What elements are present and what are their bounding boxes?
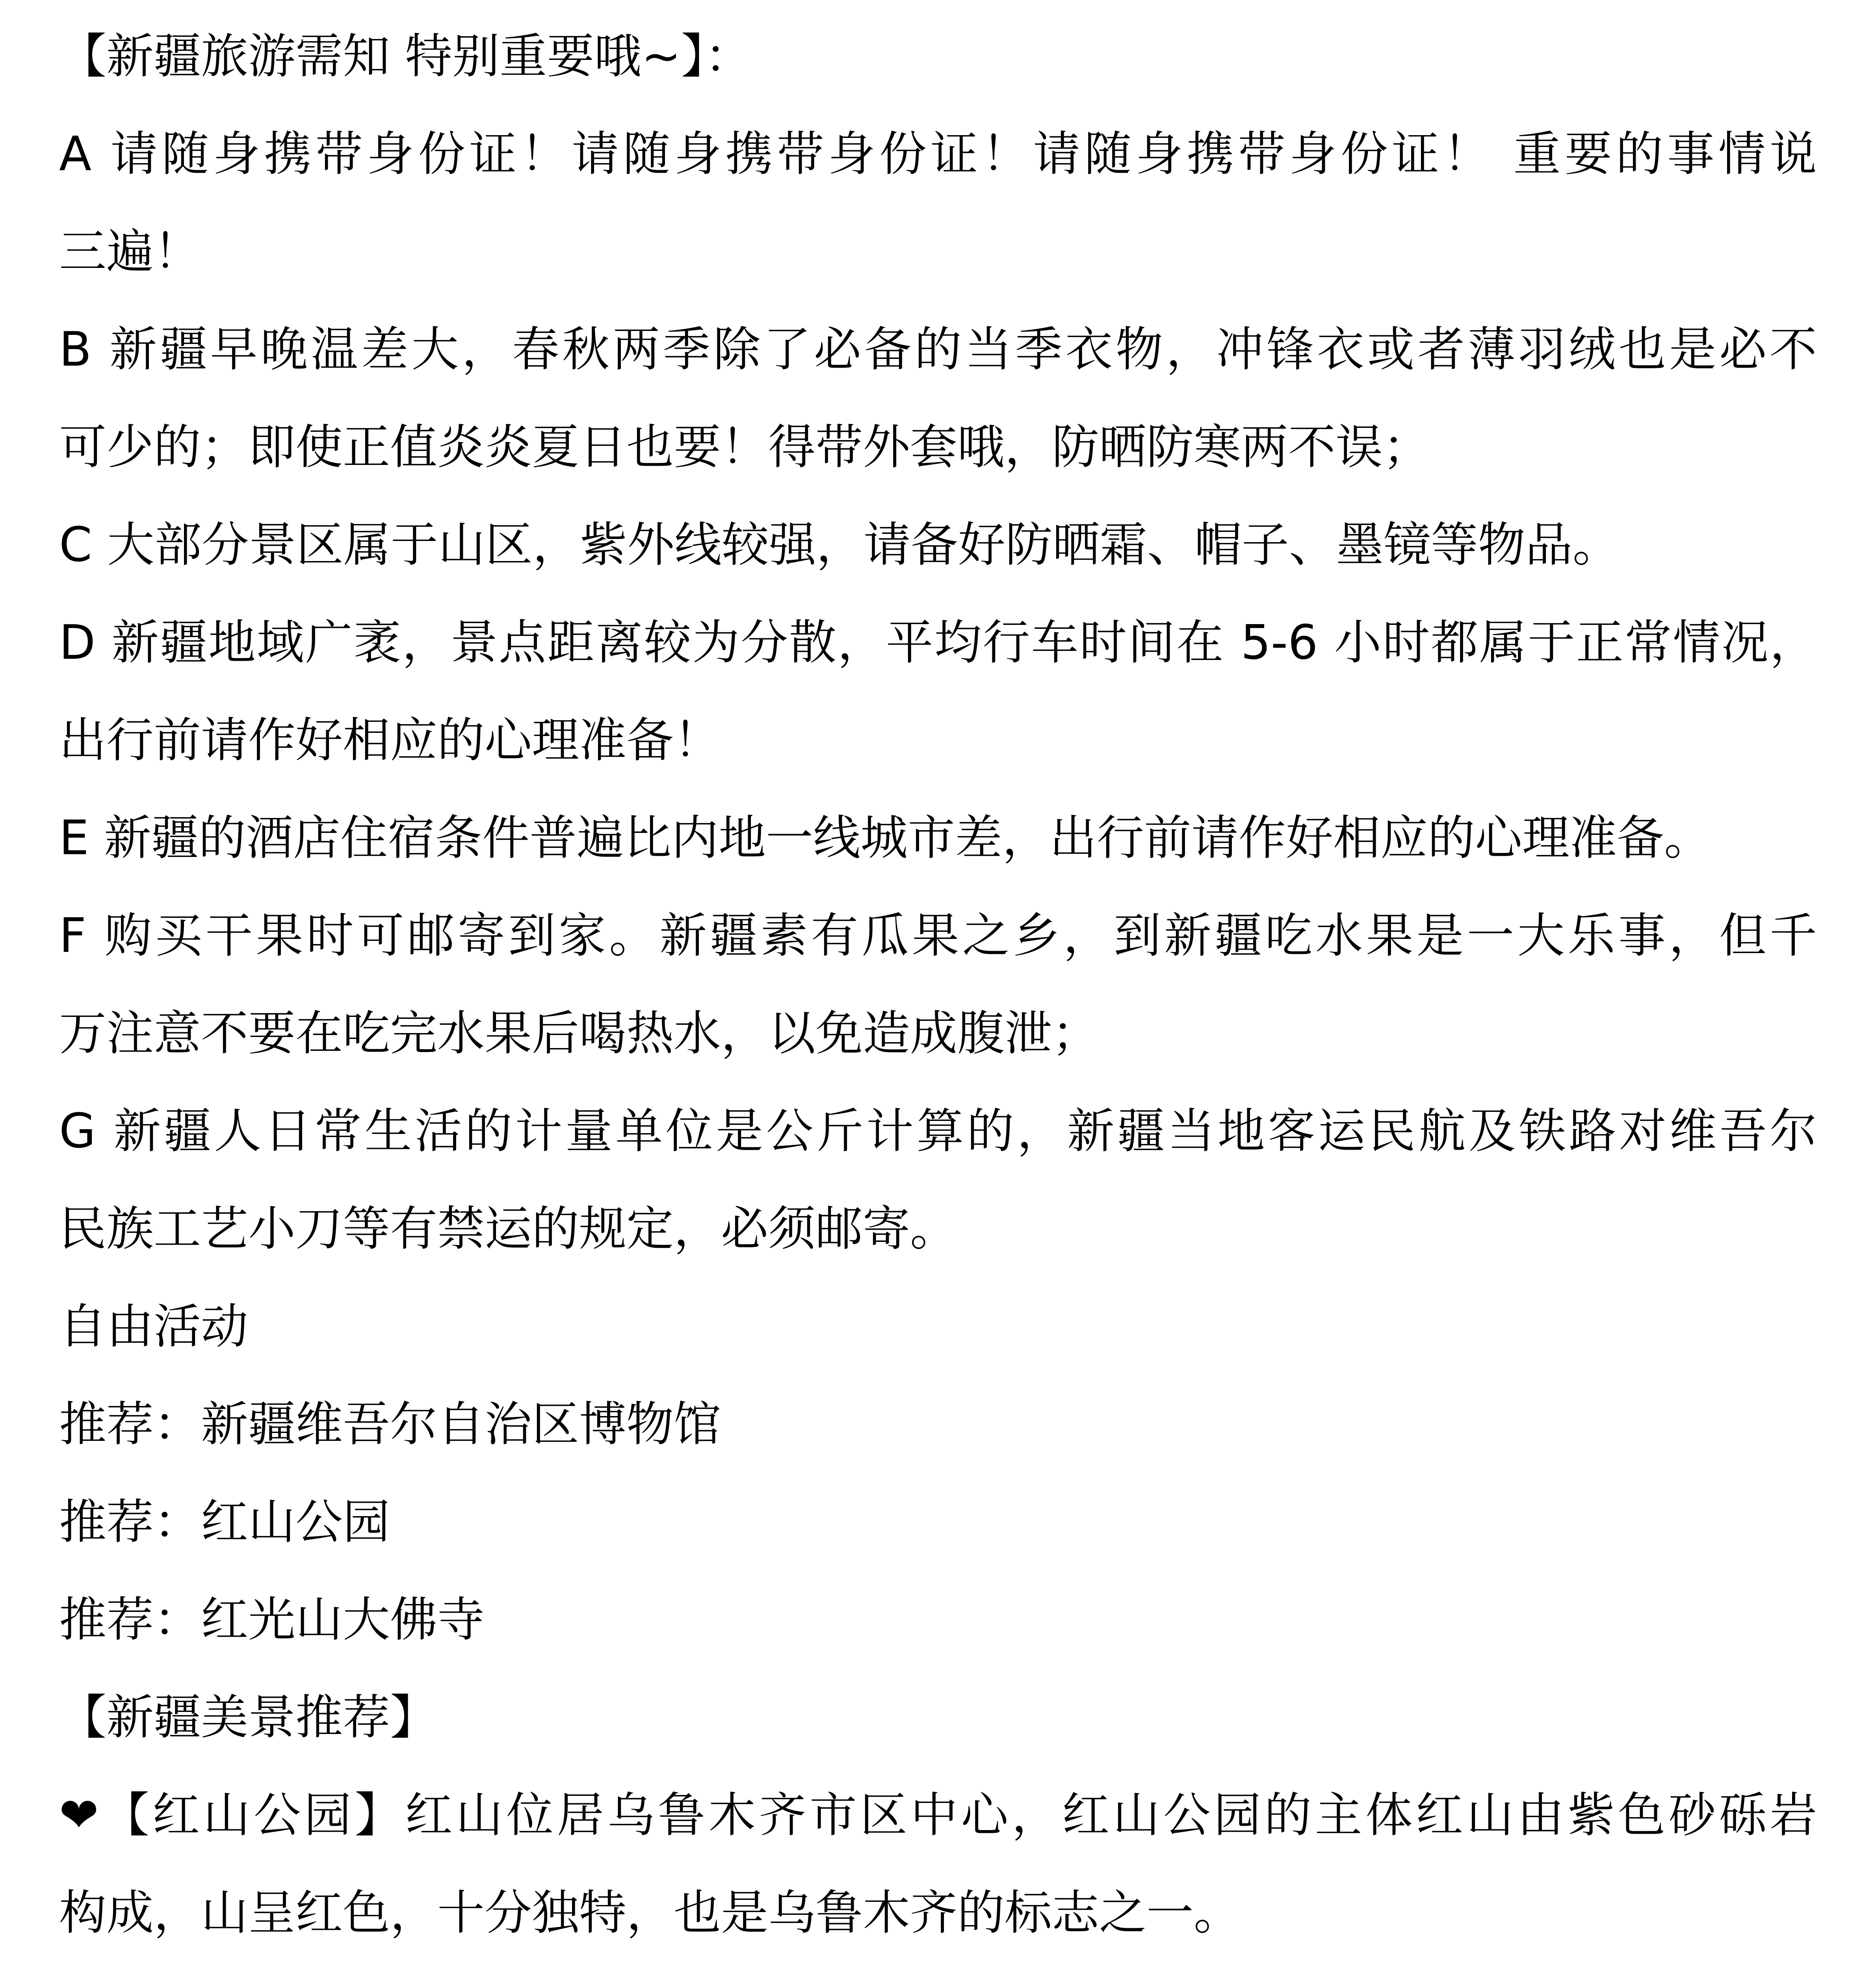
tip-b-line-1: B 新疆早晚温差大，春秋两季除了必备的当季衣物，冲锋衣或者薄羽绒也是必不 xyxy=(59,322,1817,377)
tip-c-line: C 大部分景区属于山区，紫外线较强，请备好防晒霜、帽子、墨镜等物品。 xyxy=(59,518,1620,572)
hongshan-park-line-2: 构成，山呈红色，十分独特，也是乌鲁木齐的标志之一。 xyxy=(59,1886,1241,1940)
recommendation-museum: 推荐：新疆维吾尔自治区博物馆 xyxy=(59,1397,721,1452)
section-heading-travel-notes: 【新疆旅游需知 特别重要哦~】： xyxy=(59,29,752,84)
tip-a-line-1: A 请随身携带身份证！请随身携带身份证！请随身携带身份证！ 重要的事情说 xyxy=(59,127,1817,182)
section-heading-scenery: 【新疆美景推荐】 xyxy=(59,1690,437,1745)
tip-g-line-2: 民族工艺小刀等有禁运的规定，必须邮寄。 xyxy=(59,1202,957,1256)
tip-g-line-1: G 新疆人日常生活的计量单位是公斤计算的，新疆当地客运民航及铁路对维吾尔 xyxy=(59,1104,1817,1159)
tip-f-line-2: 万注意不要在吃完水果后喝热水，以免造成腹泄； xyxy=(59,1006,1099,1061)
recommendation-hongshan-park: 推荐：红山公园 xyxy=(59,1495,390,1550)
tip-a-line-2: 三遍！ xyxy=(59,225,201,279)
free-activity-heading: 自由活动 xyxy=(59,1299,248,1354)
tip-d-line-1: D 新疆地域广袤，景点距离较为分散，平均行车时间在 5-6 小时都属于正常情况， xyxy=(59,615,1817,670)
hongshan-park-line-1: ❤【红山公园】红山位居乌鲁木齐市区中心，红山公园的主体红山由紫色砂砾岩 xyxy=(59,1788,1817,1843)
tip-e-line: E 新疆的酒店住宿条件普遍比内地一线城市差，出行前请作好相应的心理准备。 xyxy=(59,811,1711,866)
tip-f-line-1: F 购买干果时可邮寄到家。新疆素有瓜果之乡，到新疆吃水果是一大乐事，但千 xyxy=(59,909,1817,963)
tip-d-line-2: 出行前请作好相应的心理准备！ xyxy=(59,713,721,768)
temple-line-1 xyxy=(59,1962,1817,1970)
tip-b-line-2: 可少的；即使正值炎炎夏日也要！得带外套哦，防晒防寒两不误； xyxy=(59,420,1430,475)
recommendation-buddhist-temple: 推荐：红光山大佛寺 xyxy=(59,1593,485,1647)
